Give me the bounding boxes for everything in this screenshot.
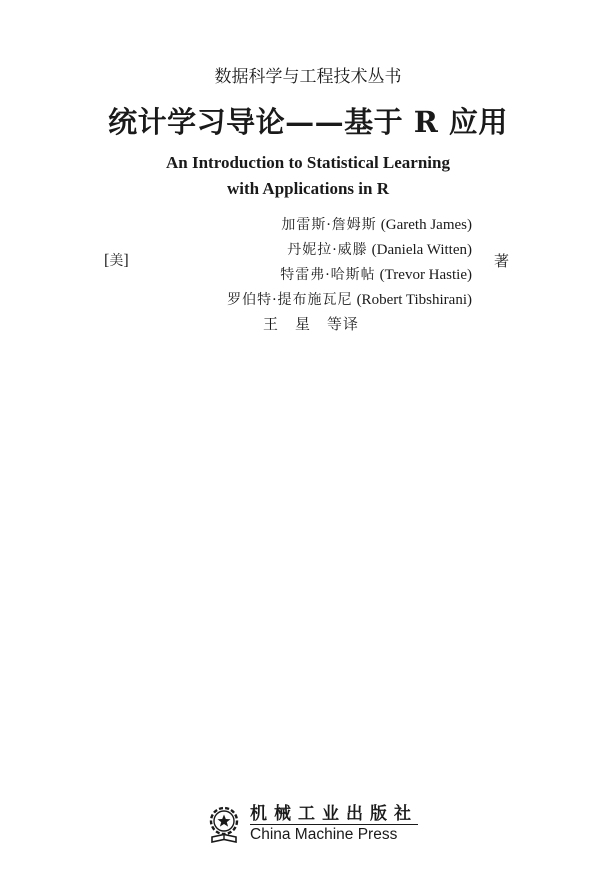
nationality-label: 美	[109, 253, 124, 269]
author-entry	[227, 211, 472, 236]
author-name-english: (Gareth James)	[380, 217, 472, 233]
author-list	[227, 211, 472, 311]
author-nationality	[104, 250, 129, 270]
author-name-chinese: 丹妮拉·威滕	[287, 242, 368, 258]
publisher-block	[205, 804, 418, 844]
author-entry	[227, 261, 472, 286]
author-name-chinese: 罗伯特·提布施瓦尼	[227, 292, 353, 308]
book-title-chinese: 统计学习导论——基于 R 应用	[108, 105, 508, 139]
author-name-chinese: 特雷弗·哈斯帖	[280, 267, 376, 283]
machine-press-logo-icon	[205, 804, 243, 844]
author-role: 著	[494, 252, 510, 270]
author-name-english: (Robert Tibshirani)	[356, 292, 472, 308]
series-name: 数据科学与工程技术丛书	[214, 67, 402, 87]
publisher-name-chinese: 机械工业出版社	[250, 804, 418, 824]
publisher-name-english: China Machine Press	[250, 826, 398, 843]
book-title-english	[0, 150, 616, 202]
author-name-chinese: 加雷斯·詹姆斯	[281, 217, 377, 233]
nationality-close-bracket: ]	[123, 252, 129, 269]
author-entry	[227, 286, 472, 311]
author-entry	[227, 236, 472, 261]
book-title-english-line-1: An Introduction to Statistical Learning	[166, 153, 450, 172]
author-name-english: (Trevor Hastie)	[379, 267, 472, 283]
book-title-english-line-2: with Applications in R	[226, 179, 389, 198]
translator-line: 王 星 等译	[262, 315, 359, 333]
nationality-open-bracket: [	[104, 252, 110, 269]
author-name-english: (Daniela Witten)	[371, 242, 472, 258]
